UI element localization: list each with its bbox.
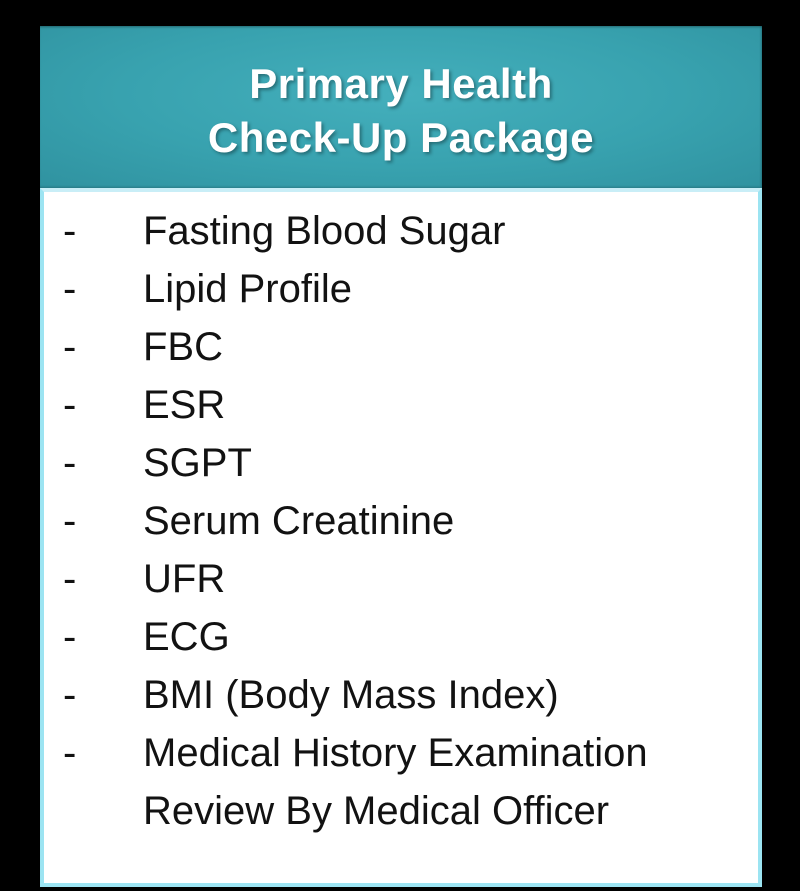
test-item-label: FBC: [143, 325, 223, 369]
test-item-label: Fasting Blood Sugar: [143, 209, 506, 253]
dash-bullet-icon: -: [63, 325, 77, 369]
test-item-label: Lipid Profile: [143, 267, 353, 311]
test-list-item: [63, 318, 758, 376]
test-list-item: [63, 434, 758, 492]
card-body: [40, 188, 762, 887]
test-list-item: [63, 550, 758, 608]
dash-bullet-icon: -: [63, 499, 77, 543]
dash-bullet-icon: -: [63, 267, 77, 311]
health-package-card: [40, 26, 762, 887]
test-item-label: ECG: [143, 615, 230, 659]
card-header: [40, 26, 762, 188]
test-item-label: Medical History Examination Review By Medical Officer: [143, 731, 648, 833]
dash-bullet-icon: -: [63, 615, 77, 659]
test-item-label: BMI (Body Mass Index): [143, 673, 559, 717]
dash-bullet-icon: -: [63, 441, 77, 485]
test-list: [63, 202, 758, 840]
test-item-label: SGPT: [143, 441, 252, 485]
test-list-item: [63, 608, 758, 666]
dash-bullet-icon: -: [63, 557, 77, 601]
test-item-label: Serum Creatinine: [143, 499, 455, 543]
test-list-item: [63, 202, 758, 260]
test-list-item: [63, 666, 758, 724]
dash-bullet-icon: -: [63, 731, 77, 775]
test-list-item: [63, 376, 758, 434]
dash-bullet-icon: -: [63, 383, 77, 427]
test-list-item: [63, 492, 758, 550]
test-item-label: ESR: [143, 383, 226, 427]
test-list-item: [63, 724, 758, 840]
card-title-line-1: Primary Health: [249, 60, 553, 107]
test-item-label: UFR: [143, 557, 226, 601]
test-list-item: [63, 260, 758, 318]
card-title-line-2: Check-Up Package: [207, 114, 595, 161]
dash-bullet-icon: -: [63, 209, 77, 253]
dash-bullet-icon: -: [63, 673, 77, 717]
